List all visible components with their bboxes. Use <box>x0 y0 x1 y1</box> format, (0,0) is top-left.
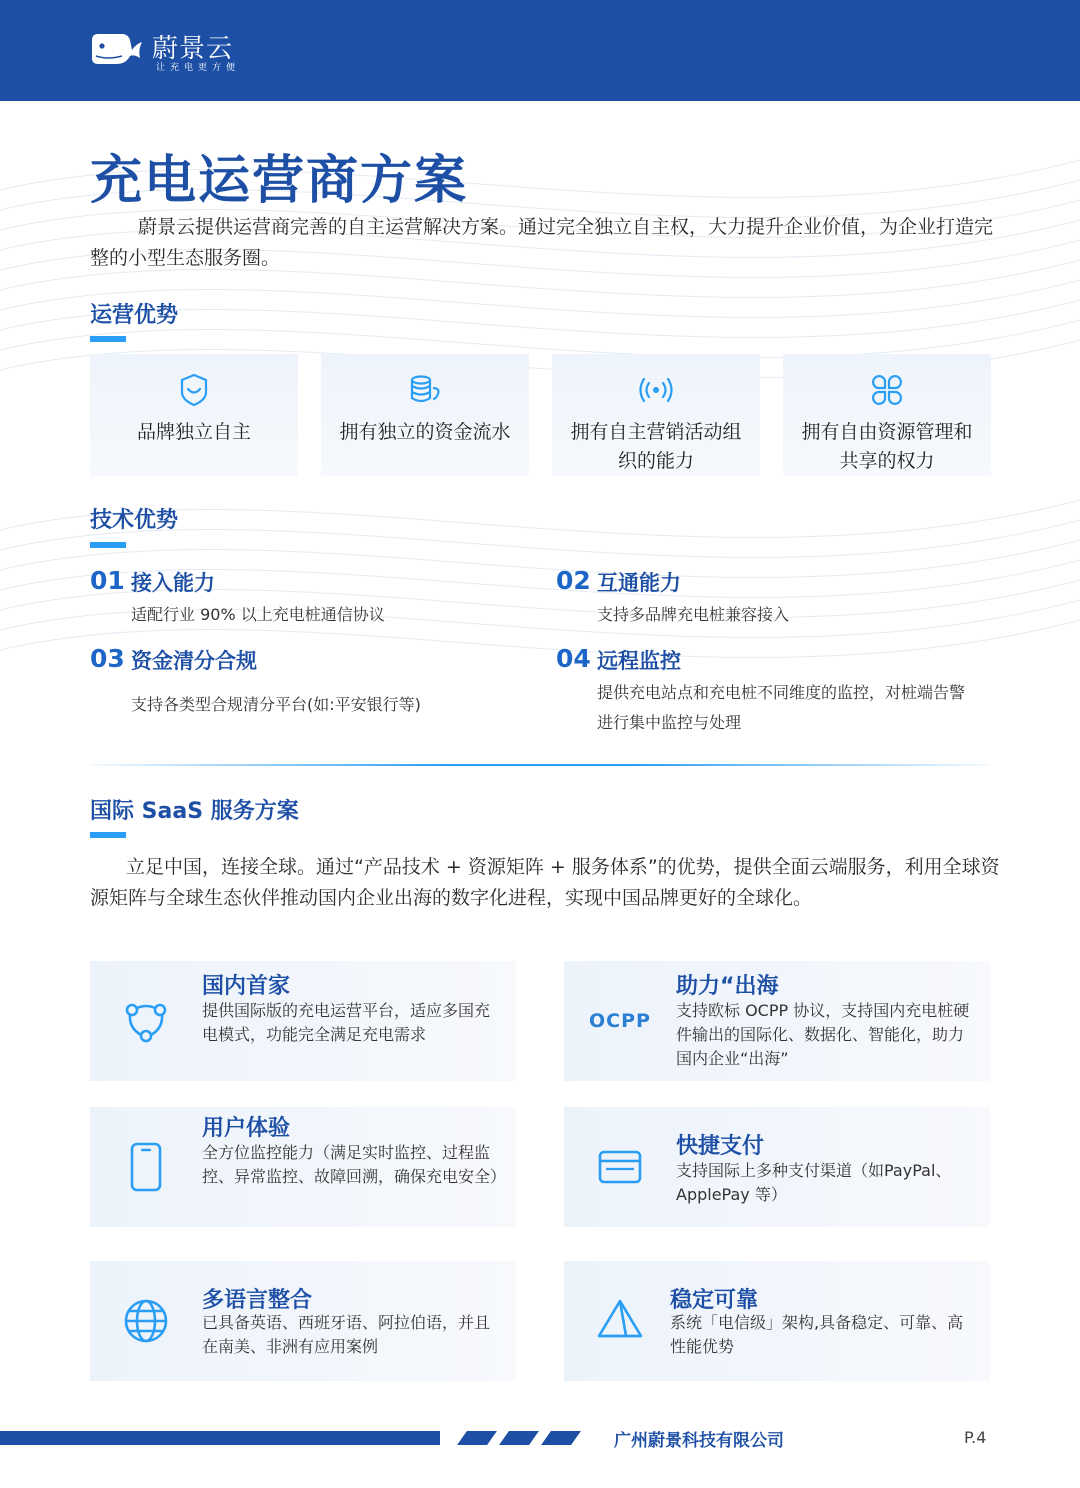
feature-card <box>90 961 516 1081</box>
shield-heart-icon <box>176 372 212 408</box>
footer-company: 广州蔚景科技有限公司 <box>614 1431 784 1451</box>
page-title: 充电运营商方案 <box>90 151 469 211</box>
feature-card <box>90 1107 516 1227</box>
section-underline <box>90 832 126 838</box>
page-number: P.4 <box>964 1428 987 1447</box>
advantage-label: 拥有独立的资金流水 <box>339 421 511 443</box>
feature-desc: 系统「电信级」架构,具备稳定、可靠、高性能优势 <box>670 1313 964 1356</box>
grid-clover-icon <box>869 372 905 408</box>
tech-desc: 支持多品牌充电桩兼容接入 <box>597 605 790 624</box>
tech-title: 资金清分合规 <box>131 649 257 673</box>
tech-title: 接入能力 <box>131 571 215 595</box>
tech-item <box>556 566 996 636</box>
feature-card <box>564 1261 990 1381</box>
brand-slogan: 让充电更方便 <box>156 63 241 73</box>
section-heading-tech: 技术优势 <box>90 508 179 533</box>
tech-desc: 提供充电站点和充电桩不同维度的监控，对桩端告警进行集中监控与处理 <box>597 683 966 732</box>
section-underline <box>90 336 126 342</box>
tech-number: 02 <box>556 566 591 595</box>
brand-logo[interactable] <box>88 24 248 76</box>
phone-icon <box>120 1141 172 1193</box>
tech-item <box>556 644 996 740</box>
tech-desc: 适配行业 90% 以上充电桩通信协议 <box>131 605 385 624</box>
broadcast-icon <box>638 372 674 408</box>
advantage-card <box>321 354 529 476</box>
tech-number: 03 <box>90 644 125 673</box>
tech-desc: 支持各类型合规清分平台(如:平安银行等) <box>131 695 421 714</box>
tech-title: 互通能力 <box>597 571 681 595</box>
advantage-card <box>90 354 298 476</box>
coin-stack-icon <box>407 372 443 408</box>
tech-number: 01 <box>90 566 125 595</box>
feature-card <box>90 1261 516 1381</box>
globe-icon <box>120 1295 172 1347</box>
feature-desc: 支持欧标 OCPP 协议，支持国内充电桩硬件输出的国际化、数据化、智能化，助力国内企业“出海” <box>676 1001 970 1068</box>
network-nodes-icon <box>120 995 172 1047</box>
feature-desc: 全方位监控能力（满足实时监控、过程监控、异常监控、故障回溯，确保充电安全） <box>202 1143 507 1186</box>
advantage-label: 品牌独立自主 <box>136 421 251 443</box>
tech-number: 04 <box>556 644 591 673</box>
feature-card <box>564 1107 990 1227</box>
footer-stripe <box>457 1431 497 1445</box>
brand-name: 蔚景云 <box>152 34 234 64</box>
advantage-label: 拥有自由资源管理和共享的权力 <box>801 421 973 472</box>
feature-card <box>564 961 990 1081</box>
card-icon <box>594 1141 646 1193</box>
footer-bar <box>0 1431 440 1445</box>
footer-stripe <box>541 1431 581 1445</box>
feature-desc: 提供国际版的充电运营平台，适应多国充电模式，功能完全满足充电需求 <box>202 1001 491 1044</box>
whale-logo-icon <box>88 30 146 70</box>
section-divider <box>90 764 990 766</box>
advantage-card <box>552 354 760 476</box>
feature-title: 稳定可靠 <box>670 1288 759 1313</box>
pyramid-icon <box>594 1295 646 1347</box>
footer-stripe <box>499 1431 539 1445</box>
advantage-label: 拥有自主营销活动组织的能力 <box>570 421 742 472</box>
feature-title: 用户体验 <box>202 1116 291 1141</box>
advantage-card <box>783 354 991 476</box>
feature-desc: 支持国际上多种支付渠道（如PayPal、ApplePay 等） <box>676 1161 952 1204</box>
section-underline <box>90 542 126 548</box>
feature-title: 快捷支付 <box>676 1134 765 1159</box>
ocpp-text-icon: OCPP <box>589 1010 651 1032</box>
feature-desc: 已具备英语、西班牙语、阿拉伯语，并且在南美、非洲有应用案例 <box>202 1313 491 1356</box>
tech-item <box>90 566 530 636</box>
feature-title: 多语言整合 <box>202 1288 313 1313</box>
section-heading-saas: 国际 SaaS 服务方案 <box>90 799 299 824</box>
saas-intro-paragraph: 立足中国，连接全球。通过“产品技术 + 资源矩阵 + 服务体系”的优势，提供全面云端服务，利用全球资源矩阵与全球生态伙伴推动国内企业出海的数字化进程，实现中国品牌更好的全球化。 <box>90 856 1000 909</box>
section-heading-ops: 运营优势 <box>90 303 179 328</box>
feature-title: 国内首家 <box>202 974 291 999</box>
intro-paragraph: 蔚景云提供运营商完善的自主运营解决方案。通过完全独立自主权，大力提升企业价值，为企业打造完整的小型生态服务圈。 <box>90 216 994 269</box>
header-banner <box>0 0 1080 101</box>
tech-title: 远程监控 <box>597 649 681 673</box>
feature-title: 助力“出海 <box>676 974 779 999</box>
tech-item <box>90 644 530 724</box>
